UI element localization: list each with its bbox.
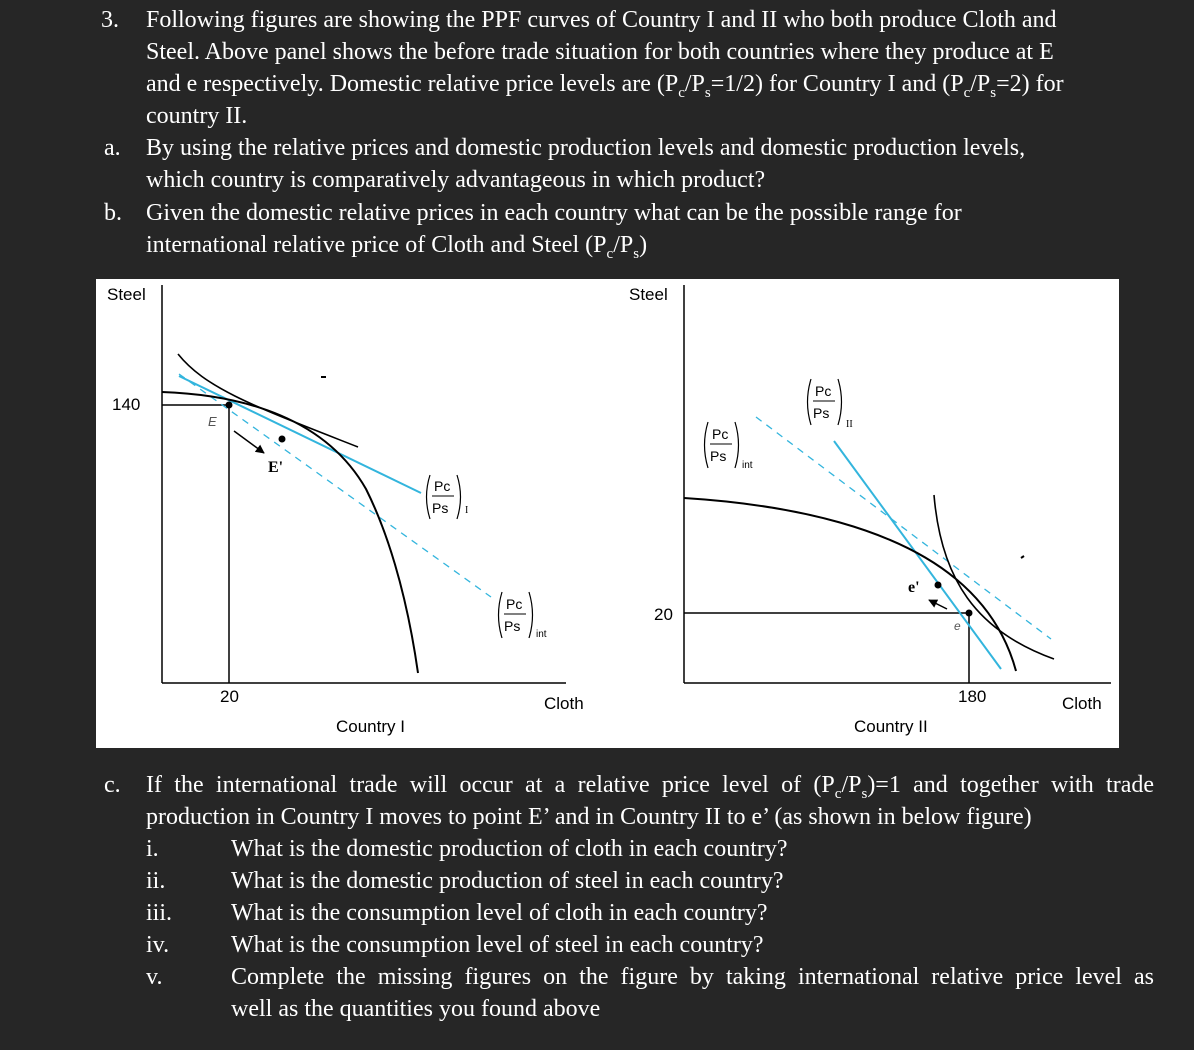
country1-y-axis-label: Steel [107,285,146,304]
ppf-figure [96,279,1119,748]
part-a-line-2: which country is comparatively advantageous in which product? [146,167,766,193]
country2-point-e-label: e [954,619,961,633]
svg-text:Ps: Ps [813,405,830,421]
country1-int-price-label [499,592,547,640]
item-iv-text: What is the consumption level of steel in each country? [231,932,764,958]
svg-text:Pc: Pc [434,478,451,494]
svg-text:int: int [536,629,547,640]
item-iv-marker: iv. [146,932,170,958]
item-v-text-2: well as the quantities you found above [231,996,601,1022]
intro-line-2: Steel. Above panel shows the before trade situation for both countries where they produce at E [146,39,1054,65]
country2-y-tick-label: 20 [654,605,673,624]
country2-domestic-price-line [834,441,1001,669]
country2-caption: Country II [854,717,928,736]
country2-point-e [966,610,973,617]
part-b-marker: b. [104,200,122,226]
country1-y-tick-label: 140 [112,395,141,414]
part-b-line-1: Given the domestic relative prices in each country what can be the possible range for [146,200,962,226]
part-c-line-1: If the international trade will occur at a relative price level of $(P_c/P_s)=1$ and together with trade [146,772,1154,802]
country2-point-e-prime-label: e' [908,579,920,596]
part-b-line-2: international relative price of Cloth and Steel $(P_c/P_s)$ [146,232,648,262]
country1-point-E-label: E [208,414,217,429]
intro-line-4: country II. [146,103,248,129]
item-i-marker: i. [146,836,159,862]
part-a-marker: a. [104,135,121,161]
country1-indifference-curve [178,354,358,447]
item-iii-text: What is the consumption level of cloth in each country? [231,900,768,926]
question-number: 3. [101,7,119,33]
country1-ppf-curve [162,392,418,673]
country1-point-E [226,402,233,409]
country1-point-E-prime [279,436,286,443]
country2-x-tick-label: 180 [958,687,987,706]
country2-move-arrow [929,600,947,609]
svg-text:int: int [742,460,753,471]
svg-text:I: I [465,505,469,516]
svg-text:Pc: Pc [712,426,729,442]
item-iii-marker: iii. [146,900,173,926]
country2-x-axis-label: Cloth [1062,694,1102,713]
country2-chart [629,285,1111,736]
svg-text:Ps: Ps [710,448,727,464]
item-ii-text: What is the domestic production of steel in each country? [231,868,784,894]
country1-chart [107,285,584,736]
svg-text:Pc: Pc [815,383,832,399]
country1-domestic-price-label [427,475,469,519]
part-c-line-2: production in Country I moves to point E’ and in Country II to e’ (as shown in below figure) [146,804,1032,830]
country1-caption: Country I [336,717,405,736]
country1-move-arrow [234,431,264,453]
country2-y-axis-label: Steel [629,285,668,304]
svg-text:Ps: Ps [432,500,449,516]
part-a-line-1: By using the relative prices and domestic production levels and domestic production levels, [146,135,1026,161]
country1-point-E-prime-label: E' [268,459,284,476]
item-i-text: What is the domestic production of cloth in each country? [231,836,788,862]
svg-text:Pc: Pc [506,596,523,612]
country2-point-e-prime [935,582,942,589]
part-c-marker: c. [104,772,121,798]
intro-line-1: Following figures are showing the PPF curves of Country I and II who both produce Cloth and [146,7,1057,33]
country2-domestic-price-label [808,379,853,430]
country2-int-price-label [705,422,753,471]
country1-x-axis-label: Cloth [544,694,584,713]
country1-domestic-price-line [179,376,421,493]
ppf-diagram [96,279,1119,748]
intro-line-3: and e respectively. Domestic relative price levels are $(P_c/P_s=1/2)$ for Country I and $(P_c/P_s=2)$ for [146,71,1064,101]
country1-x-tick-label: 20 [220,687,239,706]
item-ii-marker: ii. [146,868,166,894]
svg-text:Ps: Ps [504,618,521,634]
item-v-marker: v. [146,964,163,990]
country2-ppf-curve [684,498,1016,671]
country2-int-price-line [756,417,1051,639]
country2-tick-mark [1021,556,1024,558]
item-v-text: Complete the missing figures on the figure by taking international relative price level as [231,964,1154,990]
svg-text:II: II [846,419,853,430]
